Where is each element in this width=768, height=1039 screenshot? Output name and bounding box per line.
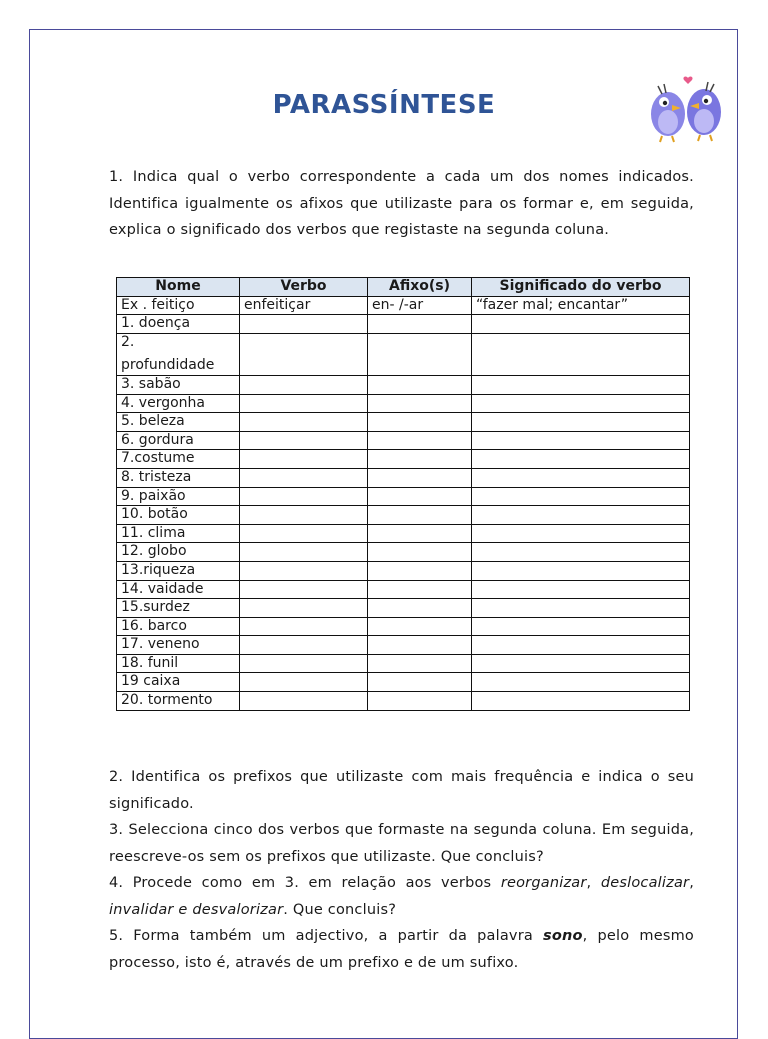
header-afixos: Afixo(s) (368, 278, 472, 297)
question-2: 2. Identifica os prefixos que utilizaste com mais frequência e indica o seu significado. (109, 769, 694, 812)
table-row-example (117, 296, 690, 315)
cell-significado[interactable] (472, 543, 690, 562)
header-significado: Significado do verbo (472, 278, 690, 297)
cell-significado[interactable] (472, 431, 690, 450)
cell-nome: 4. vergonha (117, 394, 240, 413)
cell-nome: 18. funil (117, 654, 240, 673)
cell-verbo[interactable] (240, 543, 368, 562)
cell-text-line: 2. (121, 333, 135, 350)
example-significado: “fazer mal; encantar” (472, 296, 690, 315)
header-nome: Nome (117, 278, 240, 297)
table-header-row (117, 278, 690, 297)
page-title: PARASSÍNTESE (272, 90, 496, 120)
example-verbo: enfeitiçar (240, 296, 368, 315)
cell-significado[interactable] (472, 394, 690, 413)
cell-nome: 1. doença (117, 315, 240, 334)
cell-afixos[interactable] (368, 333, 472, 375)
table-row (117, 636, 690, 655)
cell-afixos[interactable] (368, 413, 472, 432)
cell-nome: 13.riqueza (117, 561, 240, 580)
cell-nome: 7.costume (117, 450, 240, 469)
cell-nome (117, 333, 240, 375)
table-row (117, 692, 690, 711)
cell-nome: 12. globo (117, 543, 240, 562)
cell-significado[interactable] (472, 333, 690, 375)
cell-nome: 15.surdez (117, 599, 240, 618)
table-row (117, 599, 690, 618)
table-row (117, 673, 690, 692)
cell-afixos[interactable] (368, 654, 472, 673)
cell-significado[interactable] (472, 692, 690, 711)
cell-afixos[interactable] (368, 394, 472, 413)
table-row (117, 315, 690, 334)
table-row (117, 524, 690, 543)
cell-significado[interactable] (472, 636, 690, 655)
example-afixos: en- /-ar (368, 296, 472, 315)
cell-significado[interactable] (472, 617, 690, 636)
cell-significado[interactable] (472, 654, 690, 673)
cell-afixos[interactable] (368, 543, 472, 562)
cell-nome: 20. tormento (117, 692, 240, 711)
cell-text-line: profundidade (121, 357, 215, 374)
questions-section (109, 764, 694, 976)
cell-verbo[interactable] (240, 394, 368, 413)
birds-illustration (644, 72, 726, 144)
cell-verbo[interactable] (240, 524, 368, 543)
cell-verbo[interactable] (240, 315, 368, 334)
cell-afixos[interactable] (368, 506, 472, 525)
cell-afixos[interactable] (368, 673, 472, 692)
cell-verbo[interactable] (240, 692, 368, 711)
cell-afixos[interactable] (368, 375, 472, 394)
table-row (117, 394, 690, 413)
cell-afixos[interactable] (368, 315, 472, 334)
cell-significado[interactable] (472, 315, 690, 334)
cell-afixos[interactable] (368, 431, 472, 450)
cell-verbo[interactable] (240, 654, 368, 673)
cell-verbo[interactable] (240, 431, 368, 450)
cell-nome: 3. sabão (117, 375, 240, 394)
cell-nome: 19 caixa (117, 673, 240, 692)
table-row (117, 487, 690, 506)
cell-verbo[interactable] (240, 506, 368, 525)
table-row (117, 375, 690, 394)
cell-nome: 11. clima (117, 524, 240, 543)
cell-nome: 10. botão (117, 506, 240, 525)
cell-nome: 5. beleza (117, 413, 240, 432)
cell-verbo[interactable] (240, 413, 368, 432)
cell-verbo[interactable] (240, 673, 368, 692)
cell-significado[interactable] (472, 375, 690, 394)
cell-verbo[interactable] (240, 561, 368, 580)
table-row (117, 617, 690, 636)
cell-verbo[interactable] (240, 375, 368, 394)
cell-significado[interactable] (472, 487, 690, 506)
cell-significado[interactable] (472, 413, 690, 432)
verbs-table (116, 277, 690, 711)
cell-verbo[interactable] (240, 580, 368, 599)
cell-afixos[interactable] (368, 580, 472, 599)
instruction-1: 1. Indica qual o verbo correspondente a cada um dos nomes indicados. Identifica igualmente os afixos que utilizaste para os formar e, em seguida, explica o significado dos verbos que registaste na segunda coluna. (109, 169, 694, 238)
table-row (117, 561, 690, 580)
cell-verbo[interactable] (240, 487, 368, 506)
cell-significado[interactable] (472, 450, 690, 469)
question-3: 3. Selecciona cinco dos verbos que formaste na segunda coluna. Em seguida, reescreve-os sem os prefixos que utilizaste. Que concluis? (109, 822, 694, 865)
cell-afixos[interactable] (368, 450, 472, 469)
cell-significado[interactable] (472, 524, 690, 543)
table-row (117, 413, 690, 432)
table-row (117, 506, 690, 525)
cell-afixos[interactable] (368, 692, 472, 711)
table-row (117, 543, 690, 562)
cell-afixos[interactable] (368, 599, 472, 618)
table-row (117, 580, 690, 599)
cell-nome: 14. vaidade (117, 580, 240, 599)
cell-verbo[interactable] (240, 617, 368, 636)
cell-nome: 8. tristeza (117, 468, 240, 487)
question-5: 5. Forma também um adjectivo, a partir da palavra sono, pelo mesmo processo, isto é, através de um prefixo e de um sufixo. (109, 928, 694, 971)
cell-significado[interactable] (472, 506, 690, 525)
cell-nome: 9. paixão (117, 487, 240, 506)
cell-afixos[interactable] (368, 561, 472, 580)
cell-nome: 6. gordura (117, 431, 240, 450)
cell-significado[interactable] (472, 468, 690, 487)
intro-paragraph (109, 164, 694, 244)
cell-afixos[interactable] (368, 524, 472, 543)
example-nome: Ex . feitiço (117, 296, 240, 315)
table-row (117, 450, 690, 469)
cell-significado[interactable] (472, 580, 690, 599)
table-row (117, 468, 690, 487)
cell-afixos[interactable] (368, 636, 472, 655)
table-row (117, 431, 690, 450)
cell-significado[interactable] (472, 673, 690, 692)
cell-significado[interactable] (472, 561, 690, 580)
cell-nome: 17. veneno (117, 636, 240, 655)
table-row (117, 654, 690, 673)
cell-afixos[interactable] (368, 487, 472, 506)
table-row (117, 333, 690, 375)
cell-verbo[interactable] (240, 450, 368, 469)
question-4: 4. Procede como em 3. em relação aos verbos reorganizar, deslocalizar, invalidar e desvalorizar. Que concluis? (109, 875, 695, 918)
cell-afixos[interactable] (368, 468, 472, 487)
header-verbo: Verbo (240, 278, 368, 297)
cell-verbo[interactable] (240, 333, 368, 375)
cell-verbo[interactable] (240, 468, 368, 487)
cell-verbo[interactable] (240, 599, 368, 618)
cell-verbo[interactable] (240, 636, 368, 655)
cell-significado[interactable] (472, 599, 690, 618)
cell-afixos[interactable] (368, 617, 472, 636)
cell-nome: 16. barco (117, 617, 240, 636)
